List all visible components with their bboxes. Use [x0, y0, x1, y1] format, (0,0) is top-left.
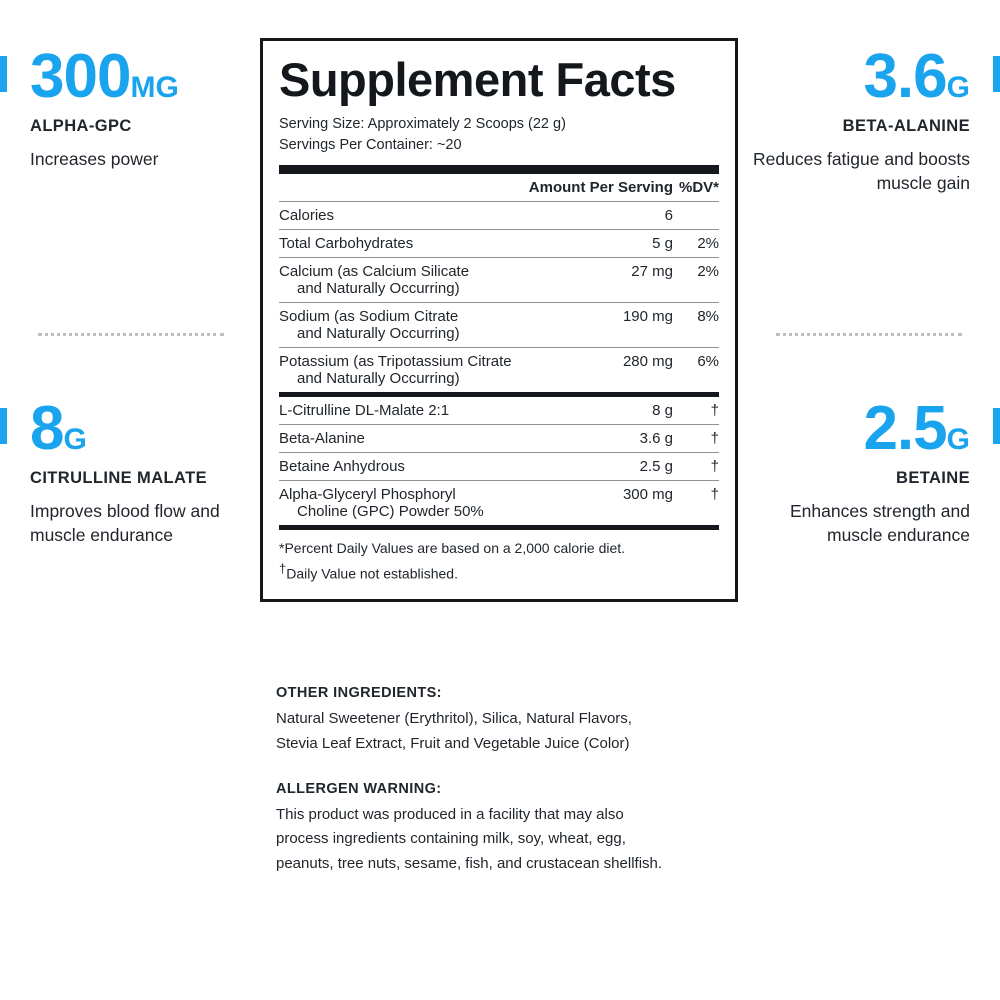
actives-table — [279, 397, 719, 525]
nutrient-name: Potassium (as Tripotassium Citrate — [279, 353, 512, 371]
supplement-facts-panel — [260, 38, 738, 602]
callout-amount-unit: G — [946, 423, 970, 456]
header-dv: %DV* — [678, 179, 719, 197]
footnotes — [279, 538, 719, 585]
serving-size: Serving Size: Approximately 2 Scoops (22 g) — [279, 116, 566, 133]
allergen-warning-line-2: process ingredients containing milk, soy, wheat, egg, — [276, 830, 626, 848]
table-row — [279, 230, 719, 258]
table-row — [279, 453, 719, 481]
servings-per-container: Servings Per Container: ~20 — [279, 137, 462, 154]
allergen-warning-title: ALLERGEN WARNING: — [276, 780, 442, 797]
divider-right — [776, 333, 962, 336]
callout-citrulline-malate — [30, 394, 260, 547]
nutrient-dv: 2% — [673, 230, 719, 258]
table-header-row — [279, 174, 719, 202]
nutrient-dv — [673, 202, 719, 230]
callout-ingredient-name: CITRULLINE MALATE — [30, 468, 207, 487]
table-row — [279, 303, 719, 348]
nutrient-name: Sodium (as Sodium Citrate — [279, 308, 459, 326]
callout-ingredient-name: BETAINE — [896, 468, 970, 487]
nutrient-amount: 190 mg — [529, 303, 673, 348]
table-row — [279, 481, 719, 526]
callout-betaine — [740, 394, 970, 547]
active-amount: 2.5 g — [581, 453, 673, 481]
active-dv: † — [673, 425, 719, 453]
table-row — [279, 202, 719, 230]
callout-description: Enhances strength and muscle endurance — [790, 500, 970, 545]
nutrient-amount: 280 mg — [529, 348, 673, 393]
nutrient-dv: 8% — [673, 303, 719, 348]
active-name: Alpha-Glyceryl Phosphoryl — [279, 486, 456, 504]
edge-tick-top-left — [0, 56, 7, 92]
callout-amount — [740, 42, 970, 111]
callout-description: Increases power — [30, 148, 159, 169]
nutrient-name-group — [279, 348, 529, 393]
nutrient-amount: 6 — [529, 202, 673, 230]
callout-ingredient-name: ALPHA-GPC — [30, 116, 132, 135]
footnote-dagger-text: Daily Value not established. — [286, 566, 458, 583]
rule-medium-bottom — [279, 525, 719, 530]
divider-left — [38, 333, 224, 336]
callout-alpha-gpc — [30, 42, 260, 172]
callout-amount — [30, 42, 260, 111]
callout-amount-unit: MG — [130, 71, 179, 104]
table-row — [279, 425, 719, 453]
table-row — [279, 258, 719, 303]
active-amount: 3.6 g — [581, 425, 673, 453]
callout-amount — [740, 394, 970, 463]
callout-amount-number: 3.6 — [863, 42, 947, 111]
header-amount-per-serving: Amount Per Serving — [528, 179, 673, 197]
nutrient-amount: 27 mg — [529, 258, 673, 303]
other-ingredients-block — [276, 685, 746, 757]
section-spacer — [276, 757, 746, 781]
active-amount: 300 mg — [581, 481, 673, 526]
other-ingredients-body — [276, 707, 746, 757]
nutrient-name-group — [279, 303, 529, 348]
footnote-dagger-line — [279, 559, 719, 585]
callout-description: Reduces fatigue and boosts muscle gain — [753, 148, 970, 193]
active-name: L-Citrulline DL-Malate 2:1 — [279, 402, 450, 420]
rule-thick-top — [279, 165, 719, 174]
nutrient-name-group — [279, 258, 529, 303]
nutrient-name-continued: and Naturally Occurring) — [297, 325, 460, 343]
active-name: Beta-Alanine — [279, 425, 581, 453]
nutrient-name: Total Carbohydrates — [279, 230, 529, 258]
nutrient-name-continued: and Naturally Occurring) — [297, 280, 460, 298]
active-dv: † — [673, 453, 719, 481]
active-name: Betaine Anhydrous — [279, 453, 581, 481]
active-dv: † — [673, 481, 719, 526]
callout-amount-number: 8 — [30, 394, 64, 463]
dagger-symbol: † — [279, 561, 287, 577]
nutrient-table — [279, 174, 719, 392]
footnote-daily-value: *Percent Daily Values are based on a 2,000 calorie diet. — [279, 540, 626, 557]
allergen-warning-line-1: This product was produced in a facility that may also — [276, 805, 624, 823]
panel-title: Supplement Facts — [279, 53, 676, 106]
edge-tick-bottom-left — [0, 408, 7, 444]
table-row — [279, 348, 719, 393]
nutrient-name-continued: and Naturally Occurring) — [297, 370, 460, 388]
active-dv: † — [710, 402, 719, 420]
nutrient-dv: 2% — [673, 258, 719, 303]
active-name-continued: Choline (GPC) Powder 50% — [297, 503, 484, 521]
allergen-warning-line-3: peanuts, tree nuts, sesame, fish, and crustacean shellfish. — [276, 855, 663, 872]
allergen-warning-block — [276, 781, 746, 877]
callout-amount — [30, 394, 260, 463]
nutrient-dv: 6% — [673, 348, 719, 393]
callout-amount-number: 300 — [30, 42, 131, 111]
nutrient-name: Calories — [279, 202, 529, 230]
allergen-warning-body — [276, 803, 746, 877]
callout-amount-unit: G — [946, 71, 970, 104]
edge-tick-bottom-right — [993, 408, 1000, 444]
other-ingredients-title: OTHER INGREDIENTS: — [276, 685, 442, 701]
table-row — [279, 397, 719, 425]
bottom-text-section — [276, 685, 746, 877]
active-amount: 8 g — [652, 402, 673, 420]
callout-description: Improves blood flow and muscle endurance — [30, 500, 220, 545]
edge-tick-top-right — [993, 56, 1000, 92]
other-ingredients-line-2: Stevia Leaf Extract, Fruit and Vegetable Juice (Color) — [276, 734, 630, 752]
other-ingredients-line-1: Natural Sweetener (Erythritol), Silica, Natural Flavors, — [276, 710, 632, 727]
nutrient-amount: 5 g — [529, 230, 673, 258]
callout-amount-number: 2.5 — [863, 394, 947, 463]
header-blank — [279, 174, 529, 202]
nutrient-name: Calcium (as Calcium Silicate — [279, 263, 470, 281]
callout-beta-alanine — [740, 42, 970, 195]
active-name-group — [279, 481, 581, 526]
callout-ingredient-name: BETA-ALANINE — [842, 116, 970, 135]
callout-amount-unit: G — [63, 423, 87, 456]
